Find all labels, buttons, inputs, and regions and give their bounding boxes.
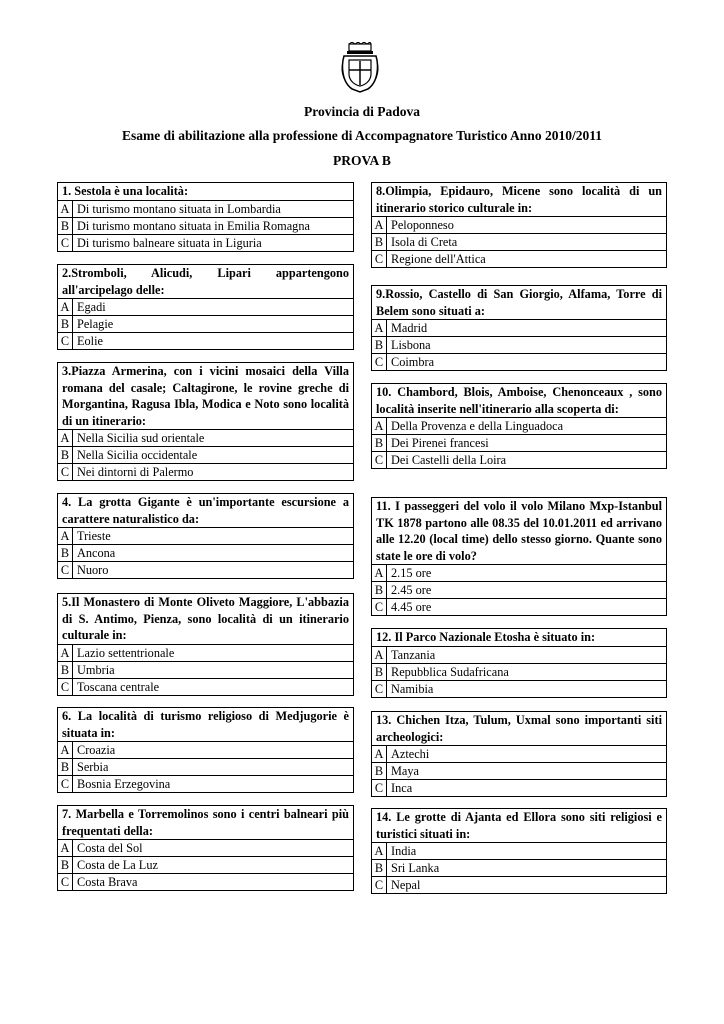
answer-option-b[interactable]: B 2.45 ore xyxy=(372,581,666,598)
answer-option-c[interactable]: C Nepal xyxy=(372,876,666,893)
answer-option-b[interactable]: B Nella Sicilia occidentale xyxy=(58,446,353,463)
question-text: 6. La località di turismo religioso di Medjugorie è situata in: xyxy=(62,709,349,740)
answer-option-c[interactable]: C Regione dell'Attica xyxy=(372,250,666,267)
question-text: 4. La grotta Gigante è un'importante escursione a carattere naturalistico da: xyxy=(62,495,349,526)
answer-option-a[interactable]: A Peloponneso xyxy=(372,216,666,233)
answer-option-a[interactable]: A Costa del Sol xyxy=(58,839,353,856)
answer-option-b[interactable]: B Umbria xyxy=(58,661,353,678)
answer-option-b[interactable]: B Lisbona xyxy=(372,336,666,353)
answer-option-c[interactable]: C Inca xyxy=(372,779,666,796)
answer-option-b[interactable]: B Pelagie xyxy=(58,315,353,332)
question-block-10 xyxy=(371,383,667,469)
answer-option-b[interactable]: B Costa de La Luz xyxy=(58,856,353,873)
question-block-7 xyxy=(57,805,354,891)
answer-option-a[interactable]: A Lazio settentrionale xyxy=(58,644,353,661)
question-text: 11. I passeggeri del volo il volo Milano Mxp-Istanbul TK 1878 partono alle 08.35 del 10.01.2011 ed arrivano alle 12.20 (local time) dello stesso giorno. Quante sono state le ore di volo? xyxy=(376,499,662,563)
question-block-5 xyxy=(57,593,354,696)
question-block-14 xyxy=(371,808,667,894)
answer-option-c[interactable]: C Toscana centrale xyxy=(58,678,353,695)
answer-option-c[interactable]: C Di turismo balneare situata in Liguria xyxy=(58,234,353,251)
question-text: 3.Piazza Armerina, con i vicini mosaici della Villa romana del casale; Caltagirone, le rovine greche di Morgantina, Ragusa Ibla, Modica e Noto sono località di un itinerario: xyxy=(62,364,349,428)
question-text: 7. Marbella e Torremolinos sono i centri balneari più frequentati della: xyxy=(62,807,349,838)
question-block-12 xyxy=(371,628,667,698)
answer-option-b[interactable]: B Dei Pirenei francesi xyxy=(372,434,666,451)
question-text: 9.Rossio, Castello di San Giorgio, Alfama, Torre di Belem sono situati a: xyxy=(376,287,662,318)
answer-option-c[interactable]: C Nuoro xyxy=(58,561,353,578)
answer-option-a[interactable]: A Tanzania xyxy=(372,646,666,663)
answer-option-b[interactable]: B Di turismo montano situata in Emilia Romagna xyxy=(58,217,353,234)
answer-option-c[interactable]: C Bosnia Erzegovina xyxy=(58,775,353,792)
question-text: 8.Olimpia, Epidauro, Micene sono località di un itinerario storico culturale in: xyxy=(376,184,662,215)
question-text: 12. Il Parco Nazionale Etosha è situato in: xyxy=(376,630,596,644)
question-text: 1. Sestola è una località: xyxy=(62,184,189,198)
answer-option-c[interactable]: C Nei dintorni di Palermo xyxy=(58,463,353,480)
answer-option-b[interactable]: B Ancona xyxy=(58,544,353,561)
answer-option-b[interactable]: B Maya xyxy=(372,762,666,779)
answer-option-a[interactable]: A Della Provenza e della Linguadoca xyxy=(372,417,666,434)
answer-option-a[interactable]: A Nella Sicilia sud orientale xyxy=(58,429,353,446)
question-text: 14. Le grotte di Ajanta ed Ellora sono siti religiosi e turistici situati in: xyxy=(376,810,662,841)
answer-option-c[interactable]: C Eolie xyxy=(58,332,353,349)
answer-option-a[interactable]: A Di turismo montano situata in Lombardia xyxy=(58,200,353,217)
answer-option-c[interactable]: C Dei Castelli della Loira xyxy=(372,451,666,468)
answer-option-a[interactable]: A 2.15 ore xyxy=(372,564,666,581)
answer-option-c[interactable]: C Costa Brava xyxy=(58,873,353,890)
answer-option-b[interactable]: B Isola di Creta xyxy=(372,233,666,250)
question-block-1 xyxy=(57,182,354,252)
answer-option-a[interactable]: A Madrid xyxy=(372,319,666,336)
answer-option-a[interactable]: A Croazia xyxy=(58,741,353,758)
answer-option-a[interactable]: A Egadi xyxy=(58,298,353,315)
answer-option-a[interactable]: A Trieste xyxy=(58,527,353,544)
answer-option-a[interactable]: A Aztechi xyxy=(372,745,666,762)
answer-option-a[interactable]: A India xyxy=(372,842,666,859)
question-block-3 xyxy=(57,362,354,481)
coat-of-arms-crest xyxy=(340,42,380,94)
question-text: 10. Chambord, Blois, Amboise, Chenonceaux , sono località inserite nell'itinerario alla scoperta di: xyxy=(376,385,662,416)
question-block-9 xyxy=(371,285,667,371)
question-block-11 xyxy=(371,497,667,616)
answer-option-c[interactable]: C 4.45 ore xyxy=(372,598,666,615)
question-block-6 xyxy=(57,707,354,793)
exam-title: Esame di abilitazione alla professione di Accompagnatore Turistico Anno 2010/2011 xyxy=(122,128,602,143)
question-block-2 xyxy=(57,264,354,350)
question-text: 5.Il Monastero di Monte Oliveto Maggiore, L'abbazia di S. Antimo, Pienza, sono località di un itinerario culturale in: xyxy=(62,595,349,642)
question-text: 13. Chichen Itza, Tulum, Uxmal sono importanti siti archeologici: xyxy=(376,713,662,744)
question-block-13 xyxy=(371,711,667,797)
province-title: Provincia di Padova xyxy=(303,104,420,119)
question-text: 2.Stromboli, Alicudi, Lipari appartengono all'arcipelago delle: xyxy=(62,266,349,297)
question-block-4 xyxy=(57,493,354,579)
answer-option-c[interactable]: C Namibia xyxy=(372,680,666,697)
test-label: PROVA B xyxy=(333,153,391,168)
answer-option-b[interactable]: B Serbia xyxy=(58,758,353,775)
answer-option-c[interactable]: C Coimbra xyxy=(372,353,666,370)
answer-option-b[interactable]: B Sri Lanka xyxy=(372,859,666,876)
answer-option-b[interactable]: B Repubblica Sudafricana xyxy=(372,663,666,680)
question-block-8 xyxy=(371,182,667,268)
